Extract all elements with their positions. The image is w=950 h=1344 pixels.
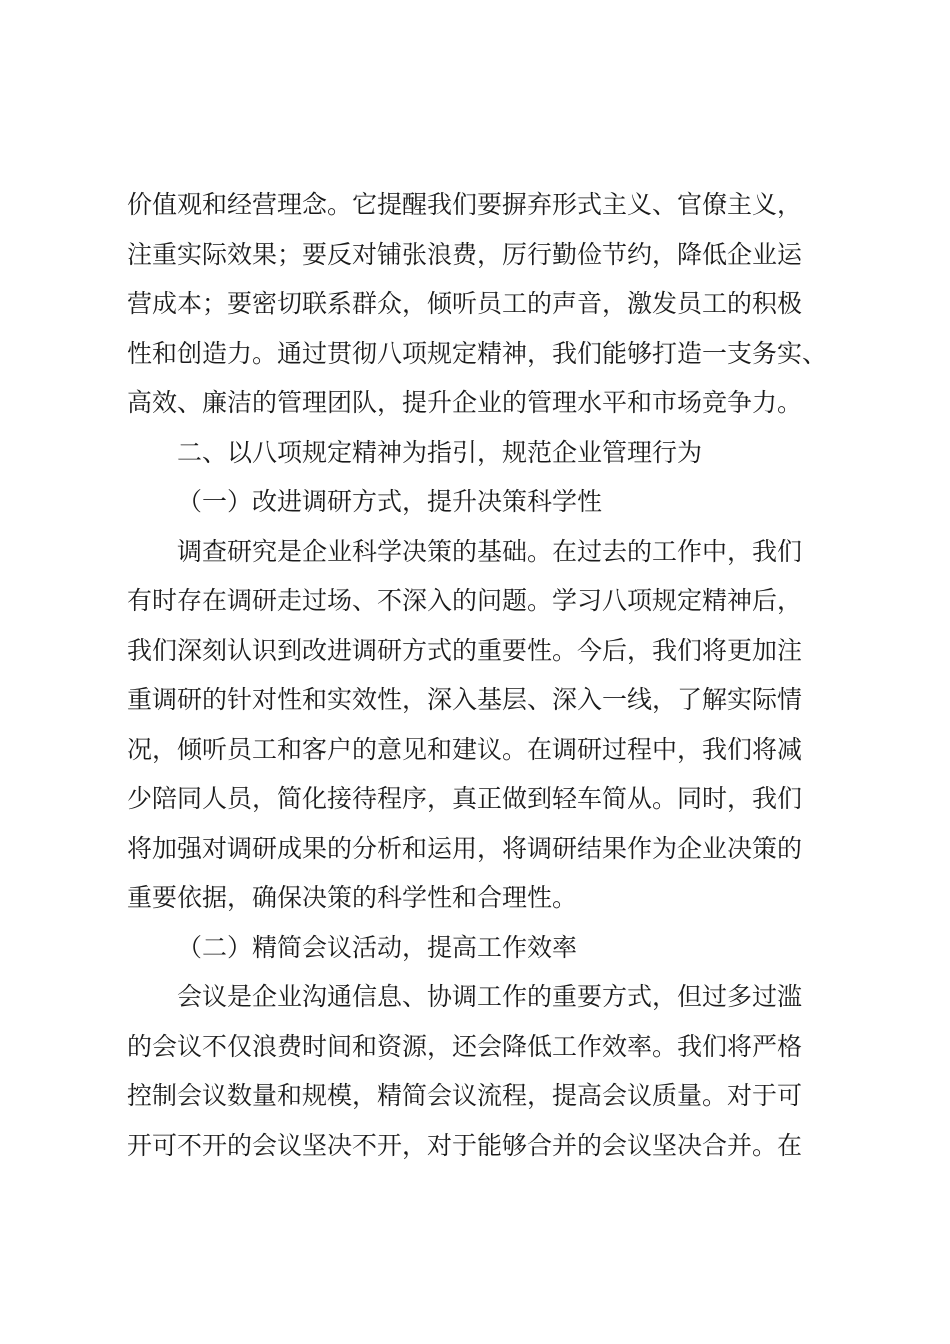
paragraph-first-line: 会议是企业沟通信息、协调工作的重要方式，但过多过滥 [177, 982, 803, 1011]
section-heading: 二、以八项规定精神为指引，规范企业管理行为 [177, 437, 703, 467]
text-line: 开可不开的会议坚决不开，对于能够合并的会议坚决合并。在 [127, 1130, 803, 1160]
text-line: 价值观和经营理念。它提醒我们要摒弃形式主义、官僚主义， [127, 190, 803, 219]
text-line: 控制会议数量和规模，精简会议流程，提高会议质量。对于可 [127, 1081, 803, 1110]
text-line: 重调研的针对性和实效性，深入基层、深入一线，了解实际情 [127, 685, 803, 714]
text-line: 重要依据，确保决策的科学性和合理性。 [127, 883, 578, 912]
subsection-heading: （二）精简会议活动，提高工作效率 [177, 932, 578, 962]
text-line: 注重实际效果；要反对铺张浪费，厉行勤俭节约，降低企业运 [127, 239, 803, 269]
text-line: 营成本；要密切联系群众，倾听员工的声音，激发员工的积极 [127, 289, 803, 318]
text-line: 高效、廉洁的管理团队，提升企业的管理水平和市场竞争力。 [127, 388, 803, 417]
text-line: 况，倾听员工和客户的意见和建议。在调研过程中，我们将减 [127, 734, 803, 764]
text-line: 少陪同人员，简化接待程序，真正做到轻车简从。同时，我们 [127, 784, 803, 813]
text-line: 的会议不仅浪费时间和资源，还会降低工作效率。我们将严格 [127, 1031, 803, 1061]
document-body [127, 180, 847, 1170]
subsection-heading: （一）改进调研方式，提升决策科学性 [177, 487, 603, 516]
paragraph-first-line: 调查研究是企业科学决策的基础。在过去的工作中，我们 [177, 536, 803, 566]
text-line: 将加强对调研成果的分析和运用，将调研结果作为企业决策的 [127, 833, 803, 863]
text-line: 我们深刻认识到改进调研方式的重要性。今后，我们将更加注 [127, 635, 803, 665]
text-line: 有时存在调研走过场、不深入的问题。学习八项规定精神后， [127, 586, 803, 615]
text-line: 性和创造力。通过贯彻八项规定精神，我们能够打造一支务实、 [127, 338, 828, 368]
